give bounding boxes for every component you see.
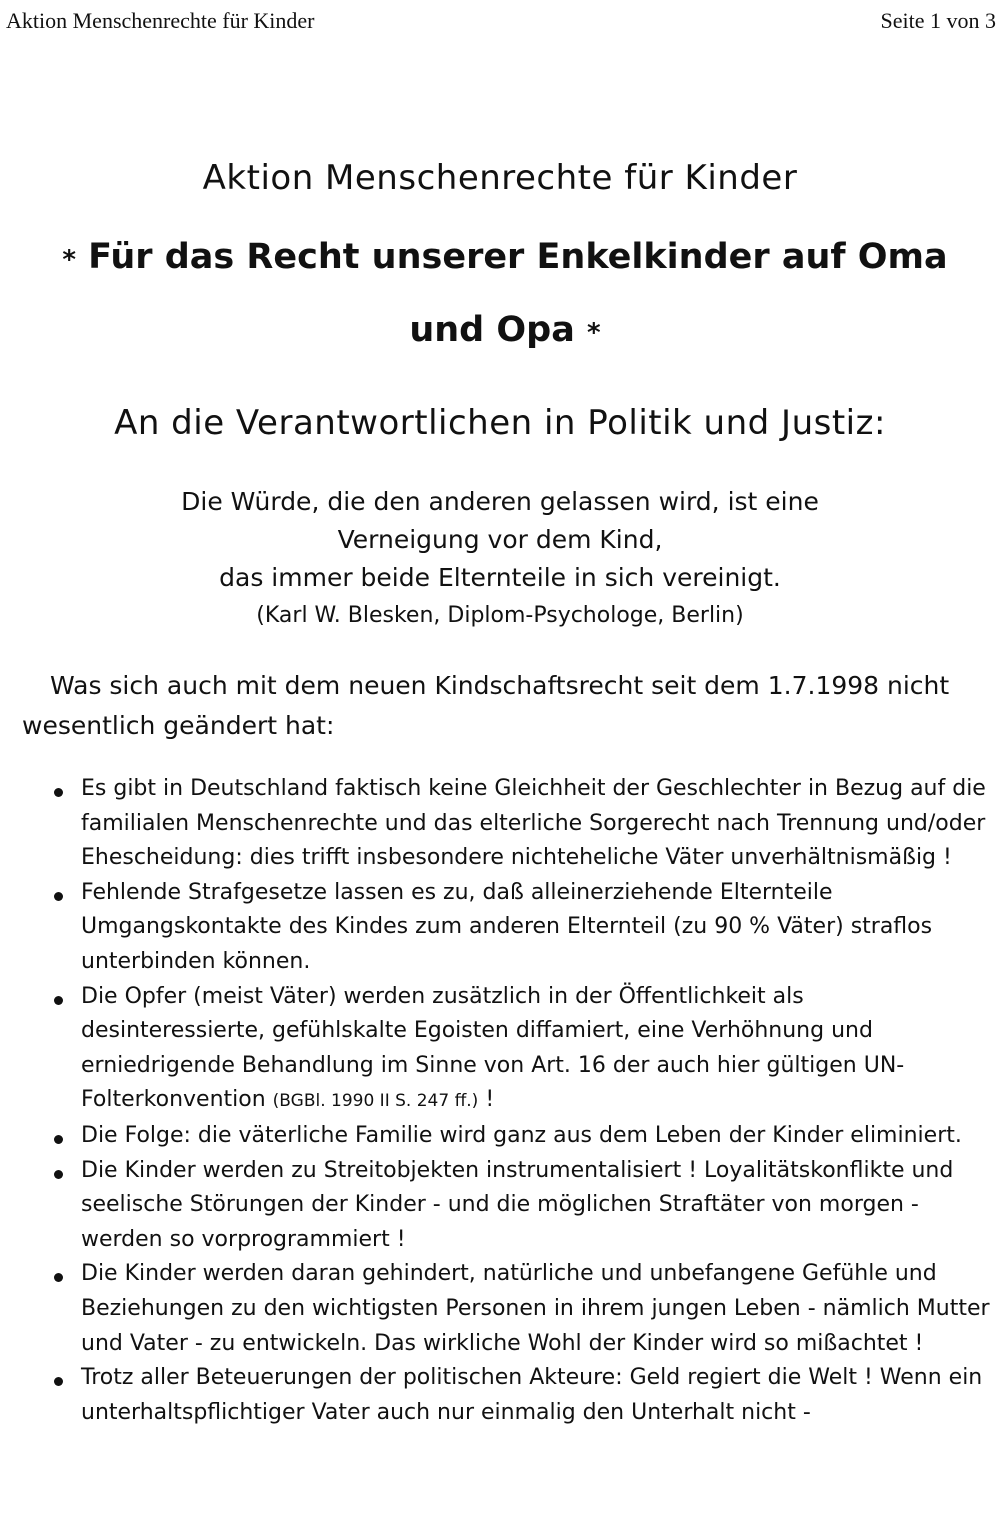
- list-item: [50, 1119, 990, 1154]
- bullet-icon: [54, 1170, 63, 1179]
- bullet-icon: [54, 1273, 63, 1282]
- quote-line: Die Würde, die den anderen gelassen wird, ist eine: [181, 487, 819, 516]
- list-item: [50, 980, 990, 1119]
- subtitle-text: Für das Recht unserer Enkelkinder auf Oma und Opa: [88, 237, 948, 350]
- header-page-number: Seite 1 von 3: [880, 8, 996, 33]
- page-header: [6, 8, 996, 38]
- bullet-icon: [54, 892, 63, 901]
- list-item: [50, 1257, 990, 1361]
- quote-line: das immer beide Elternteile in sich vereinigt.: [219, 563, 781, 592]
- quote-block: [0, 483, 1000, 597]
- list-item: [50, 1154, 990, 1258]
- list-item-text: Trotz aller Beteuerungen der politischen Akteure: Geld regiert die Welt ! Wenn ein unterhaltspflichtiger Vater auch nur einmalig den Unterhalt nicht -: [81, 1365, 983, 1425]
- quote-author: (Karl W. Blesken, Diplom-Psychologe, Berlin): [256, 603, 744, 628]
- list-item-suffix: !: [478, 1087, 495, 1113]
- list-item-text: Die Folge: die väterliche Familie wird ganz aus dem Leben der Kinder eliminiert.: [81, 1122, 962, 1148]
- bullet-list: [50, 772, 990, 1430]
- list-item-text: Die Opfer (meist Väter) werden zusätzlich in der Öffentlichkeit als desinteressierte, gefühlskalte Egoisten diffamiert, eine Verhöhnung und erniedrigende Behandlung im Sinne von Art. 16 der auch hier gültigen UN-Folterkonvention: [81, 983, 905, 1113]
- list-item-text: Die Kinder werden daran gehindert, natürliche und unbefangene Gefühle und Beziehungen zu den wichtigsten Personen in ihrem jungen Leben - nämlich Mutter und Vater - zu entwickeln. Das wirkliche Wohl der Kinder wird so mißachtet !: [81, 1261, 990, 1356]
- legal-citation: (BGBl. 1990 II S. 247 ff.): [272, 1091, 479, 1112]
- star-right: *: [587, 318, 601, 348]
- document-title: Aktion Menschenrechte für Kinder: [202, 158, 798, 198]
- list-item: [50, 876, 990, 980]
- intro-line: Was sich auch mit dem neuen Kindschaftsrecht seit dem 1.7.1998 nicht: [50, 671, 950, 700]
- bullet-icon: [54, 996, 63, 1005]
- list-item: [50, 1361, 990, 1430]
- document-subtitle: [40, 222, 970, 368]
- bullet-icon: [54, 1377, 63, 1386]
- header-document-title: Aktion Menschenrechte für Kinder: [6, 8, 315, 33]
- list-item-text: Es gibt in Deutschland faktisch keine Gleichheit der Geschlechter in Bezug auf die familialen Menschenrechte und das elterliche Sorgerecht nach Trennung und/oder Ehescheidung: dies trifft insbesondere nichteheliche Väter unverhältnismäßig !: [81, 776, 986, 871]
- bullet-icon: [54, 1135, 63, 1144]
- quote-line: Verneigung vor dem Kind,: [337, 525, 663, 554]
- star-left: *: [62, 245, 76, 275]
- list-item-text: Fehlende Strafgesetze lassen es zu, daß alleinerziehende Elternteile Umgangskontakte des Kindes zum anderen Elternteil (zu 90 % Väter) straflos unterbinden können.: [81, 879, 933, 974]
- list-item: [50, 772, 990, 876]
- addressee-heading: An die Verantwortlichen in Politik und Justiz:: [114, 403, 886, 443]
- bullet-icon: [54, 788, 63, 797]
- list-item-text: Die Kinder werden zu Streitobjekten instrumentalisiert ! Loyalitätskonflikte und seelische Störungen der Kinder - und die möglichen Straftäter von morgen - werden so vorprogrammiert !: [81, 1157, 954, 1252]
- intro-line: wesentlich geändert hat:: [22, 711, 335, 740]
- intro-paragraph: [22, 666, 982, 746]
